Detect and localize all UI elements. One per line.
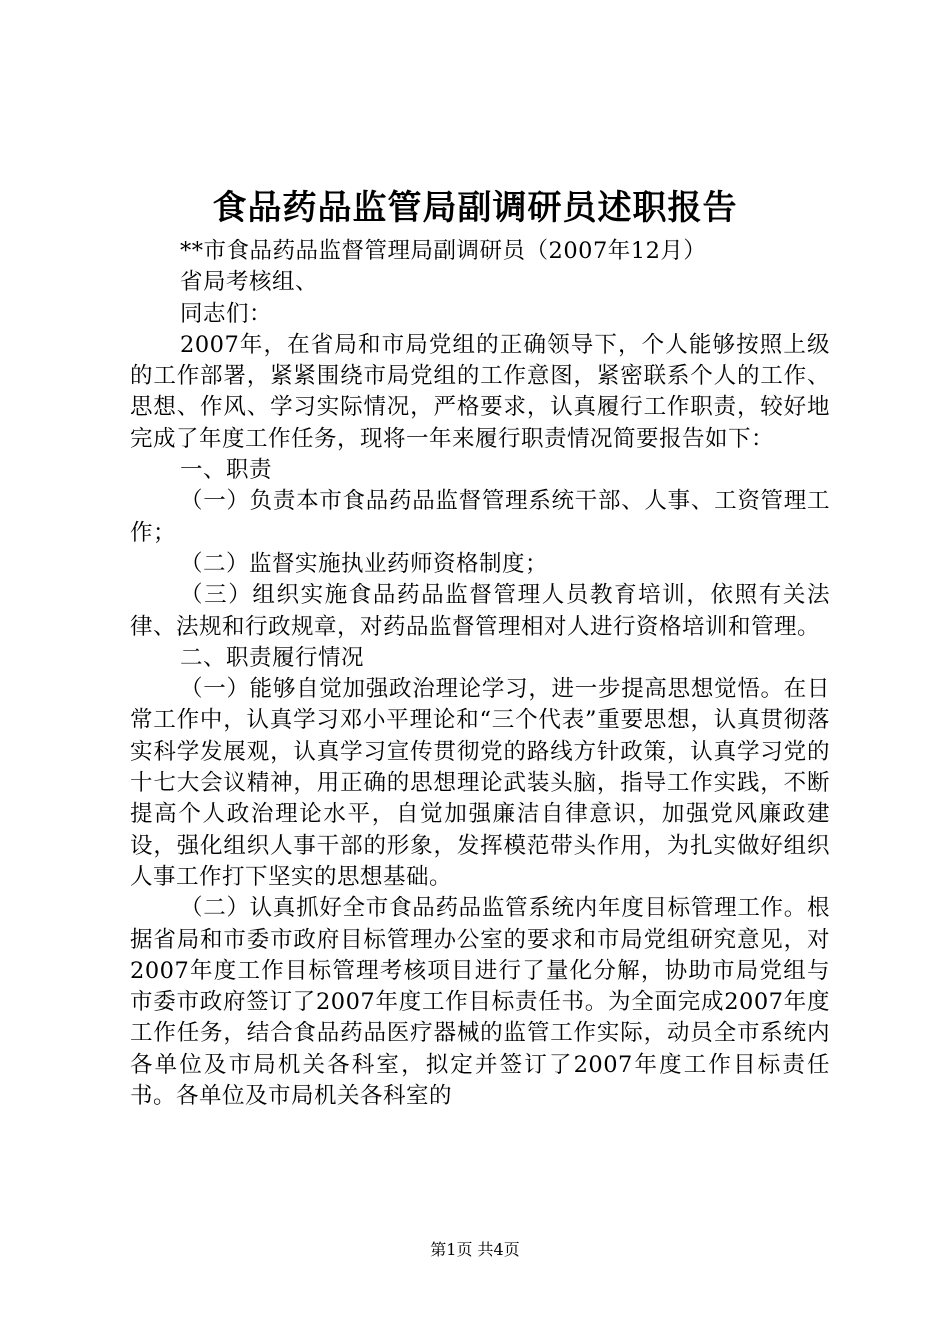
- document-title: 食品药品监管局副调研员述职报告: [212, 188, 738, 228]
- body-paragraph: （二）认真抓好全市食品药品监管系统内年度目标管理工作。根据省局和市委市政府目标管理办公室的要求和市局党组研究意见，对2007年度工作目标管理考核项目进行了量化分解，协助市局党组与市委市政府签订了2007年度工作目标责任书。为全面完成2007年度工作任务，结合食品药品医疗器械的监管工作实际，动员全市系统内各单位及市局机关各科室，拟定并签订了2007年度工作目标责任书。各单位及市局机关各科室的: [130, 895, 830, 1110]
- document-body: [130, 236, 830, 1112]
- body-paragraph: （三）组织实施食品药品监督管理人员教育培训，依照有关法律、法规和行政规章，对药品监督管理相对人进行资格培训和管理。: [130, 582, 830, 640]
- section-heading: 一、职责: [180, 457, 273, 484]
- salutation-line: 同志们：: [180, 300, 273, 327]
- salutation-line: 省局考核组、: [180, 269, 319, 296]
- body-paragraph: （二）监督实施执业药师资格制度；: [180, 550, 549, 577]
- body-paragraph: （一）能够自觉加强政治理论学习，进一步提高思想觉悟。在日常工作中，认真学习邓小平理论和“三个代表”重要思想，认真贯彻落实科学发展观，认真学习宣传贯彻党的路线方针政策，认真学习党的十七大会议精神，用正确的思想理论武装头脑，指导工作实践，不断提高个人政治理论水平，自觉加强廉洁自律意识，加强党风廉政建设，强化组织人事干部的形象，发挥模范带头作用，为扎实做好组织人事工作打下坚实的思想基础。: [130, 676, 830, 890]
- page-number: 第1页 共4页: [430, 1240, 520, 1259]
- section-heading: 二、职责履行情况: [180, 644, 365, 671]
- author-line: **市食品药品监督管理局副调研员（2007年12月）: [180, 238, 707, 264]
- body-paragraph: 2007年，在省局和市局党组的正确领导下，个人能够按照上级的工作部署，紧紧围绕市局党组的工作意图，紧密联系个人的工作、思想、作风、学习实际情况，严格要求，认真履行工作职责，较好地完成了年度工作任务，现将一年来履行职责情况简要报告如下：: [130, 331, 830, 452]
- body-paragraph: （一）负责本市食品药品监督管理系统干部、人事、工资管理工作；: [130, 488, 830, 546]
